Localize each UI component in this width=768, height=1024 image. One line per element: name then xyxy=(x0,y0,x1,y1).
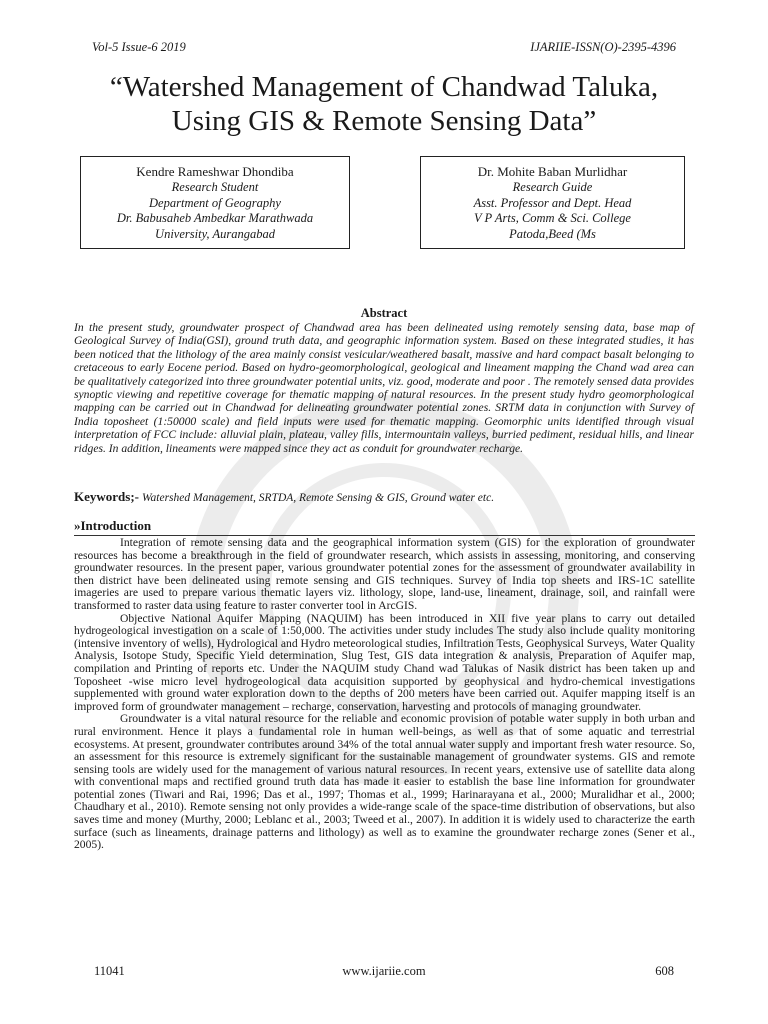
abstract-heading: Abstract xyxy=(360,306,408,320)
author-affiliation-line: Patoda,Beed (Ms xyxy=(509,226,596,241)
footer-page-number: 608 xyxy=(655,964,674,978)
journal-volume: Vol-5 Issue-6 2019 xyxy=(92,40,186,54)
paragraph: Integration of remote sensing data and the geographical information system (GIS) for the exploration of groundwater resources has become a breakthrough in the field of groundwater research, which assists in assessing, monitoring, and conserving groundwater resources. In the present paper, various groundwater potential zones for the assessment of groundwater availability in then district have been delineated using remote sensing and GIS techniques. Survey of India top sheets and IRS-1C satellite imageries are used to prepare various thematic layers viz. lithology, slope, land-use, lineament, drainage, soil, and rainfall were transformed to raster data using feature to raster converter tool in ArcGIS. xyxy=(74,536,695,612)
author-affiliation-line: Asst. Professor and Dept. Head xyxy=(473,195,632,210)
introduction-body xyxy=(74,537,695,852)
keywords xyxy=(74,489,494,505)
title-line-2: Using GIS & Remote Sensing Data” xyxy=(171,105,597,137)
author-name: Kendre Rameshwar Dhondiba xyxy=(136,164,294,179)
author-affiliation-line: Department of Geography xyxy=(149,195,281,210)
footer-website-link[interactable]: www.ijariie.com xyxy=(342,964,426,978)
author-affiliation-line: Dr. Babusaheb Ambedkar Marathwada xyxy=(116,211,314,225)
paragraph: Objective National Aquifer Mapping (NAQUIM) has been introduced in XII five year plans to carry out detailed hydrogeological investigation on a scale of 1:50,000. The activities under study includes The study also include quality monitoring (intensive inventory of wells), Hydrological and Hydro meteorological studies, Infiltration Tests, Geophysical Surveys, Water Quality Analysis, Isotope Study, Specific Yield determination, Slug Test, GIS data integration & analysis, Preparation of Aquifer map, compilation and Printing of reports etc. Under the NAQUIM study Chand wad Talukas of Nasik district has been taken up and Toposheet -wise micro level hydrogeological data acquisition supported by geophysical and hydro-chemical investigations supplemented with ground water exploration down to the depths of 200 meters have been carried out. Aquifer mapping itself is an improved form of groundwater management – recharge, conservation, harvesting and protocols of managing groundwater. xyxy=(74,611,695,713)
author-affiliation-line: Research Student xyxy=(171,180,259,194)
keywords-text: Watershed Management, SRTDA, Remote Sensing & GIS, Ground water etc. xyxy=(142,492,495,504)
author-box-1 xyxy=(80,156,350,249)
author-box-2 xyxy=(420,156,685,249)
paper-title xyxy=(40,70,728,138)
introduction-heading: »Introduction xyxy=(74,518,152,533)
abstract-text: In the present study, groundwater prospect of Chandwad area has been delineated using remotely sensing data, base map of Geological Survey of India(GSI), ground truth data, and geographic information system. Based on these integrated studies, it has been noticed that the lithology of the area mainly consist vesicular/weathered basalt, massive and hard compact basalt belonging to cretaceous to early Eocene period. Based on hydro-geomorphological, geological and lineament mapping the Chand wad area can be qualitatively categorized into three groundwater potential units, viz. good, moderate and poor . The remotely sensed data provides synoptic viewing and repetitive coverage for thematic mapping of natural resources. In the present study hydro geomorphological mapping can be carried out in Chandwad for delineating groundwater potential zones. SRTM data in conjunction with Survey of India toposheet (1:50000 scale) and field inputs were used for thematic mapping. Geomorphic units identified through visual interpretation of FCC include: alluvial plain, plateau, valley fills, intermountain valleys, burried pediment, residual hills, and linear ridges. In addition, lineaments were mapped since they act as conduit for groundwater recharge. xyxy=(74,321,694,455)
author-name: Dr. Mohite Baban Murlidhar xyxy=(477,164,628,179)
keywords-label: Keywords;- xyxy=(74,489,139,504)
author-affiliation-line: Research Guide xyxy=(512,180,593,194)
title-line-1: “Watershed Management of Chandwad Taluka, xyxy=(109,71,659,103)
author-affiliation-line: V P Arts, Comm & Sci. College xyxy=(474,211,631,225)
journal-issn: IJARIIE-ISSN(O)-2395-4396 xyxy=(530,40,676,54)
paragraph: Groundwater is a vital natural resource for the reliable and economic provision of potable water supply in both urban and rural environment. Hence it plays a fundamental role in human well-beings, as well as that of some aquatic and terrestrial ecosystems. At present, groundwater contributes around 34% of the total annual water supply and important fresh water resource. So, an assessment for this resource is extremely significant for the sustainable management of groundwater systems. GIS and remote sensing tools are widely used for the management of various natural resources. In recent years, extensive use of satellite data along with conventional maps and rectified ground truth data has made it easier to establish the base line information for groundwater potential zones (Tiwari and Rai, 1996; Das et al., 1997; Thomas et al., 1999; Harinarayana et al., 2000; Muralidhar et al., 2000; Chaudhary et al., 2010). Remote sensing not only provides a wide-range scale of the space-time distribution of observations, but also saves time and money (Murthy, 2000; Leblanc et al., 2003; Tweed et al., 2007). In addition it is widely used to characterize the earth surface (such as lineaments, drainage patterns and lithology) as well as to examine the groundwater recharge zones (Sener et al., 2005). xyxy=(74,712,695,852)
footer-paper-id: 11041 xyxy=(94,964,125,978)
author-affiliation-line: University, Aurangabad xyxy=(155,226,275,241)
